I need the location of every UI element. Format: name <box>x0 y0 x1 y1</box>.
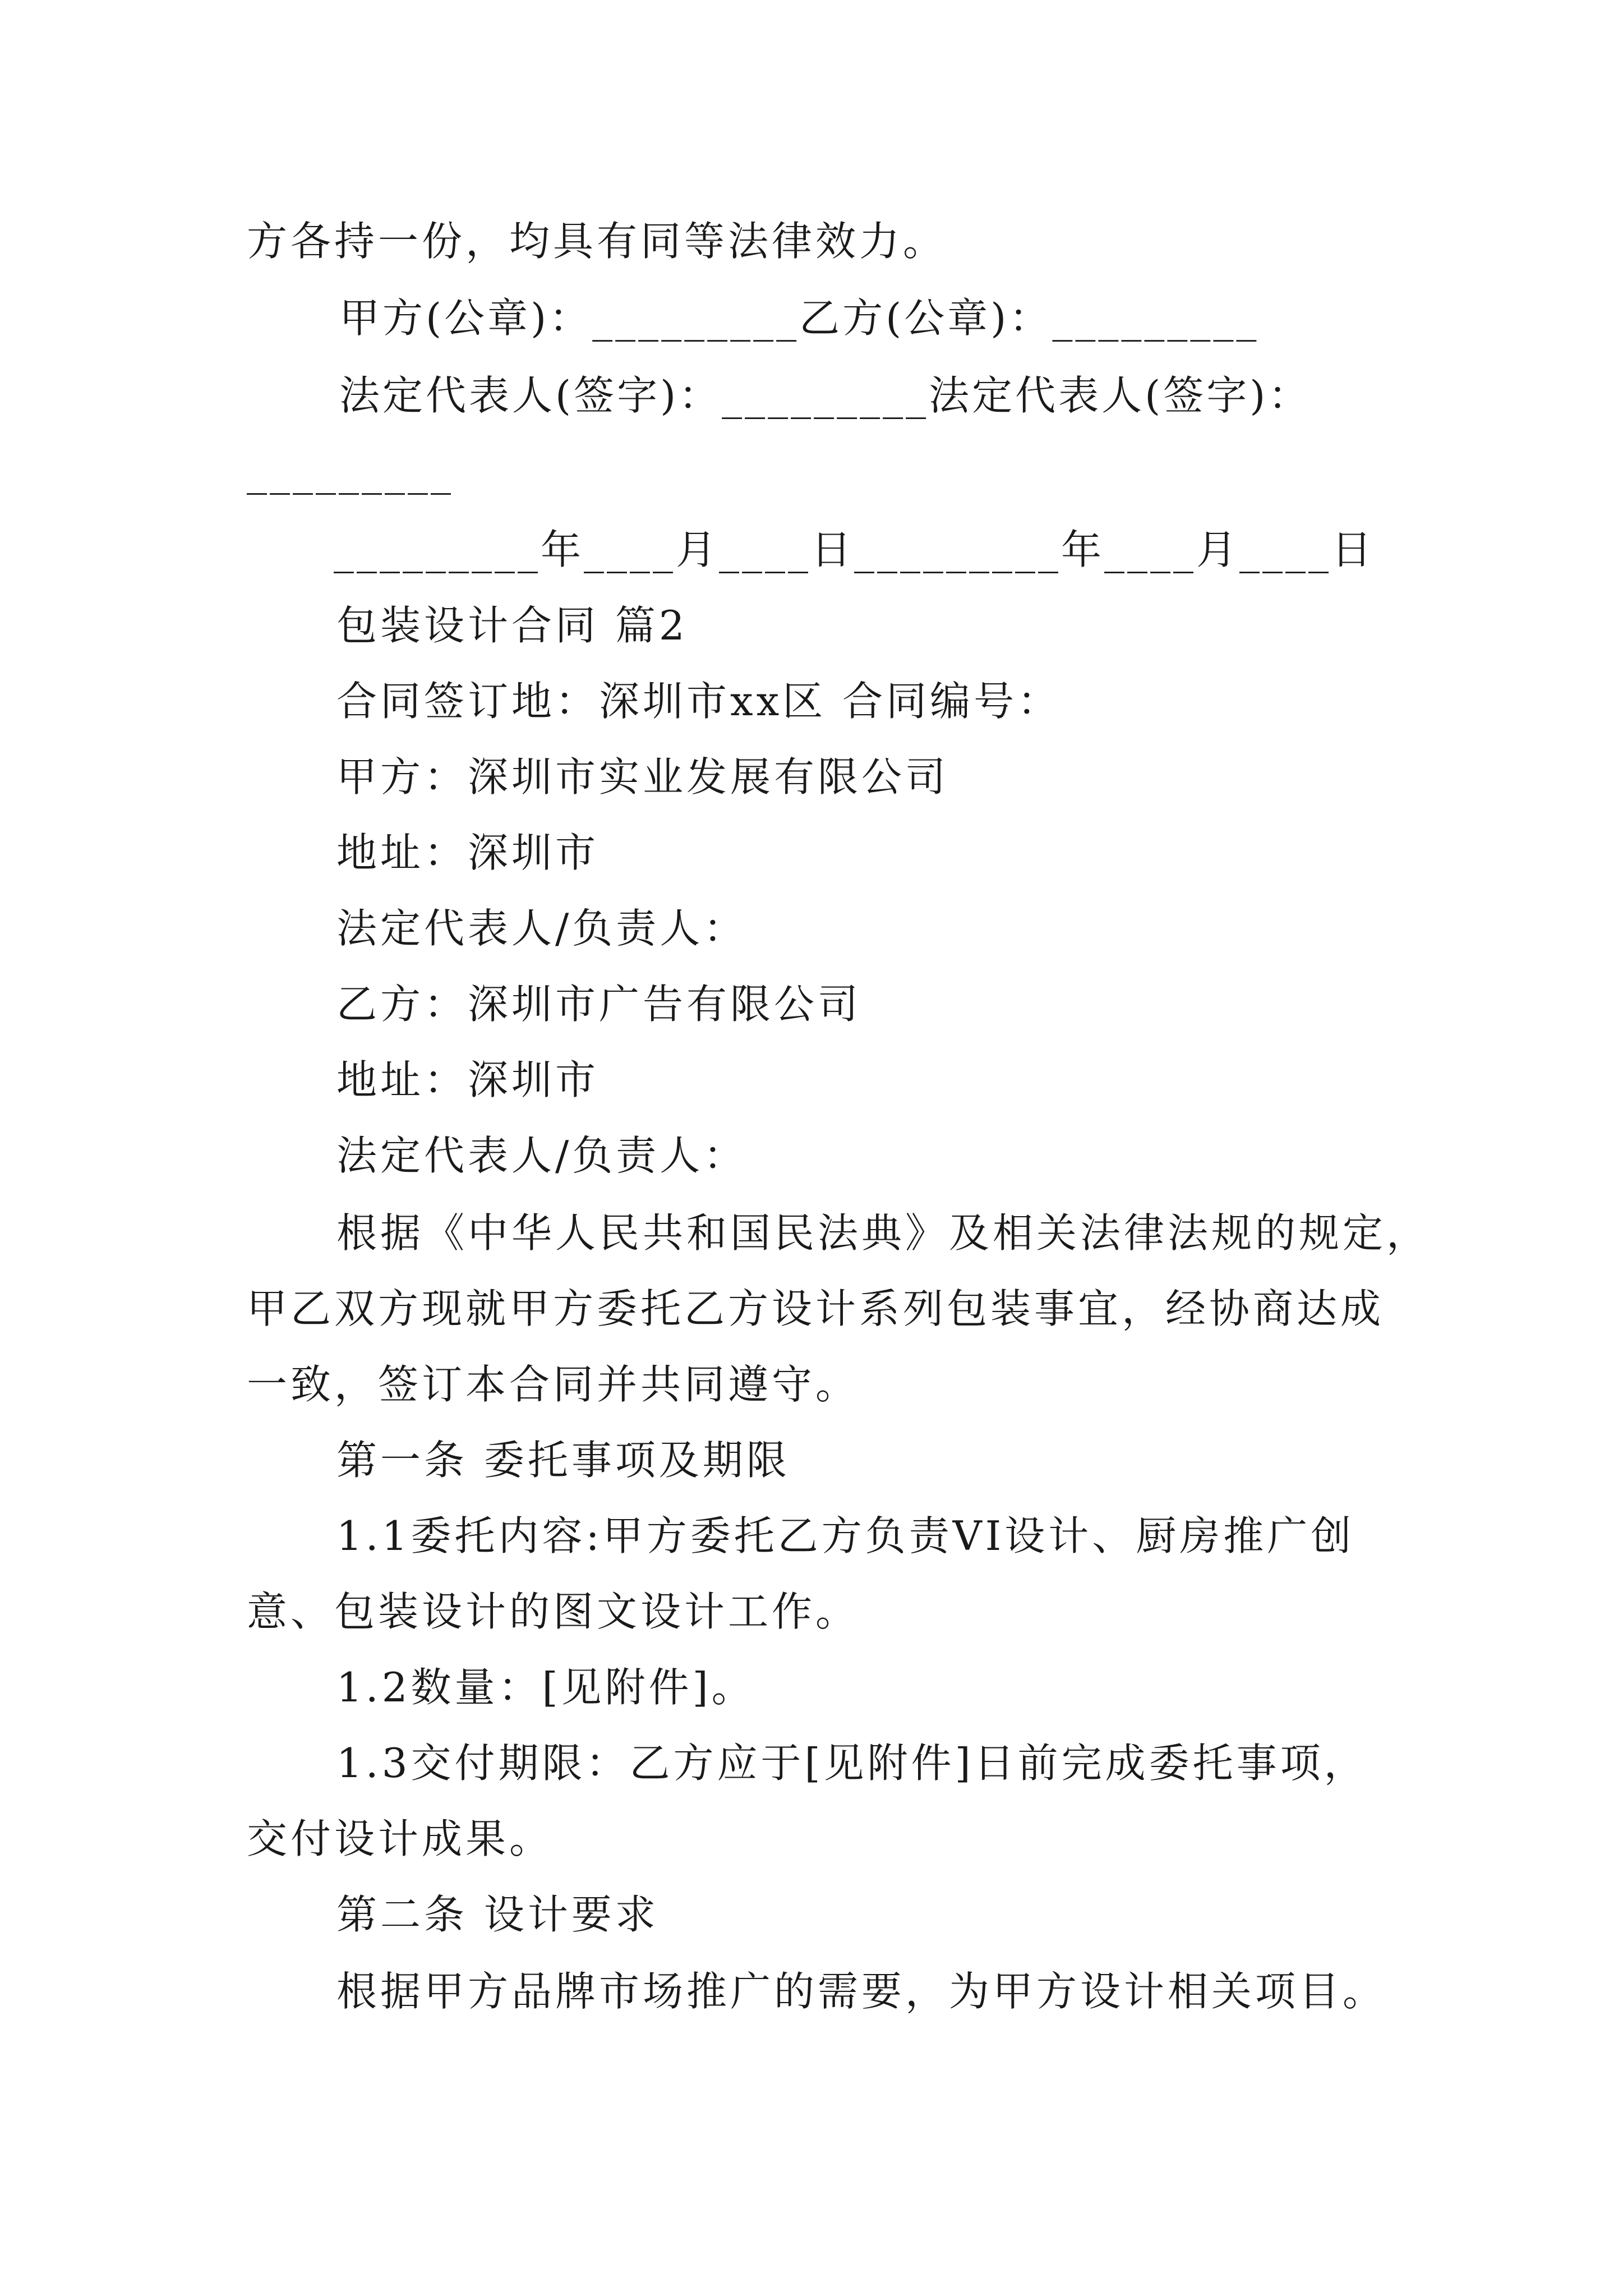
signature-blank: _________ <box>247 448 454 495</box>
clause-line: 1.3交付期限：乙方应于[见附件]日前完成委托事项， <box>336 1740 1368 1787</box>
party-a-representative: 法定代表人/负责人： <box>336 905 748 952</box>
party-b-line: 乙方：深圳市广告有限公司 <box>336 981 862 1028</box>
representative-signature-line: 法定代表人(签字)：_________法定代表人(签字)： <box>339 372 1312 419</box>
party-a-line: 甲方：深圳市实业发展有限公司 <box>336 753 949 800</box>
clause-line: 1.1委托内容:甲方委托乙方负责VI设计、厨房推广创 <box>336 1512 1355 1559</box>
article-heading: 第二条 设计要求 <box>336 1891 659 1938</box>
section-title: 包装设计合同 篇2 <box>336 602 688 649</box>
party-b-address: 地址：深圳市 <box>336 1056 600 1103</box>
party-b-representative: 法定代表人/负责人： <box>336 1132 748 1179</box>
preamble-line: 一致，签订本合同并共同遵守。 <box>247 1361 860 1408</box>
contract-location-line: 合同签订地：深圳市xx区 合同编号： <box>336 678 1062 725</box>
date-line: _________年____月____日_________年____月____日 <box>334 526 1375 573</box>
clause-line: 1.2数量：[见附件]。 <box>336 1664 755 1711</box>
seal-signature-line: 甲方(公章)：_________乙方(公章)：_________ <box>339 295 1260 342</box>
preamble-line: 根据《中华人民共和国民法典》及相关法律法规的规定， <box>336 1209 1431 1257</box>
paragraph-line: 方各持一份，均具有同等法律效力。 <box>247 218 947 265</box>
preamble-line: 甲乙双方现就甲方委托乙方设计系列包装事宜，经协商达成 <box>247 1285 1385 1332</box>
party-a-address: 地址：深圳市 <box>336 829 600 876</box>
clause-line: 交付设计成果。 <box>247 1815 554 1862</box>
clause-line: 意、包装设计的图文设计工作。 <box>247 1588 860 1635</box>
article-heading: 第一条 委托事项及期限 <box>336 1437 790 1484</box>
paragraph-line: 根据甲方品牌市场推广的需要，为甲方设计相关项目。 <box>336 1968 1387 2015</box>
